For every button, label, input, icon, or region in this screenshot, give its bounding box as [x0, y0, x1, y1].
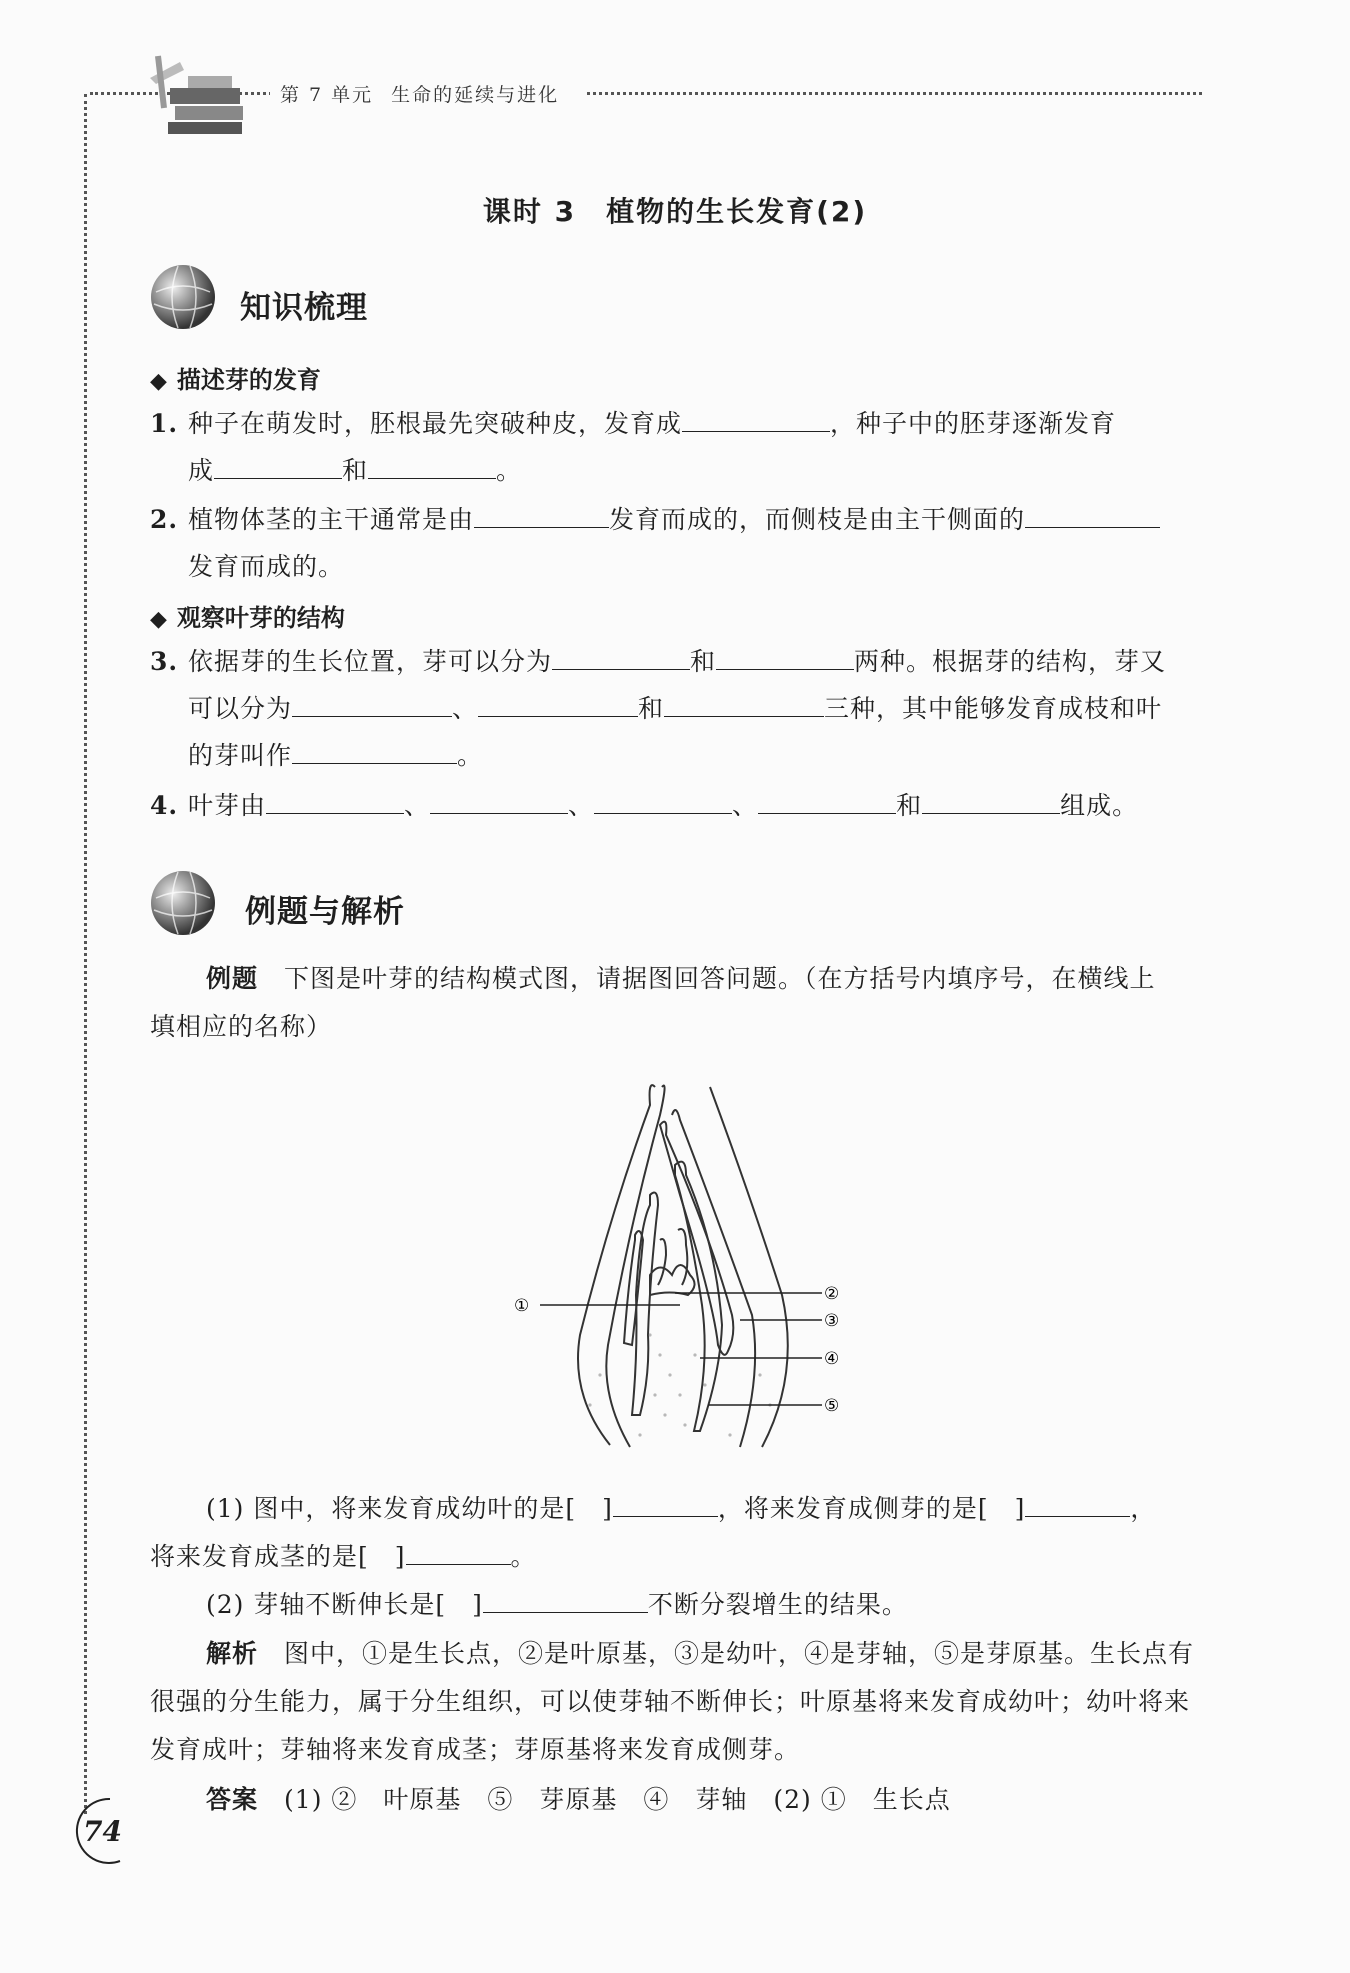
answer-blank[interactable] [478, 686, 638, 717]
example-label: 例题 [206, 964, 259, 993]
question-text: 和 [342, 456, 369, 485]
answer-blank[interactable] [214, 448, 342, 479]
label-1: ① [514, 1296, 530, 1316]
answer-blank[interactable] [430, 783, 568, 814]
example-prompt [150, 955, 1210, 1051]
subquestion-text: ，将来发育成侧芽的是[ ] [717, 1494, 1026, 1523]
subquestion-text: (1) 图中，将来发育成幼叶的是[ ] [206, 1494, 613, 1523]
question-text: ，种子中的胚芽逐渐发育 [830, 409, 1117, 438]
answer-blank[interactable] [594, 783, 732, 814]
answer-blank[interactable] [922, 783, 1060, 814]
label-4: ④ [824, 1349, 840, 1369]
question-text: 发育而成的。 [188, 552, 345, 581]
question-text: 三种，其中能够发育成枝和叶 [824, 694, 1163, 723]
answer-blank[interactable] [483, 1582, 648, 1613]
margin-dotted-rule [84, 94, 87, 1814]
label-3: ③ [824, 1311, 840, 1331]
question-text: 种子在萌发时，胚根最先突破种皮，发育成 [188, 409, 683, 438]
answer-blank[interactable] [552, 639, 690, 670]
analysis-text: 很强的分生能力，属于分生组织，可以使芽轴不断伸长；叶原基将来发育成幼叶；幼叶将来 [150, 1687, 1191, 1716]
example-text: 下图是叶芽的结构模式图，请据图回答问题。（在方括号内填序号，在横线上 [284, 964, 1156, 993]
question-text: 可以分为 [188, 694, 293, 723]
answer-blank[interactable] [406, 1534, 511, 1565]
books-logo-icon [140, 48, 250, 138]
question-text: 依据芽的生长位置，芽可以分为 [188, 647, 553, 676]
question-text: 和 [690, 647, 717, 676]
question-text: 叶芽由 [188, 791, 267, 820]
section-title-knowledge: 知识梳理 [240, 290, 368, 326]
separator: 、 [732, 791, 759, 820]
answer [150, 1776, 1230, 1824]
example-text: 填相应的名称） [150, 1012, 333, 1041]
answer-blank[interactable] [292, 733, 457, 764]
question-text: 组成。 [1060, 791, 1139, 820]
answer-blank[interactable] [682, 401, 830, 432]
answer-blank[interactable] [266, 783, 404, 814]
running-header [270, 80, 587, 107]
question-text: 。 [457, 741, 484, 770]
label-5: ⑤ [824, 1396, 840, 1416]
globe-icon [148, 868, 218, 938]
answer-text: (1) ② 叶原基 ⑤ 芽原基 ④ 芽轴 (2) ① 生长点 [284, 1785, 951, 1814]
section-title-example: 例题与解析 [245, 894, 405, 930]
example-subquestions [150, 1485, 1230, 1629]
page-number: 74 [83, 1815, 122, 1848]
subheading-text: 描述芽的发育 [176, 366, 321, 394]
analysis-text: 图中，①是生长点，②是叶原基，③是幼叶，④是芽轴，⑤是芽原基。生长点有 [284, 1639, 1195, 1668]
question-1 [150, 400, 1116, 494]
subquestion-text: 不断分裂增生的结果。 [647, 1590, 908, 1619]
answer-blank[interactable] [716, 639, 854, 670]
question-number: 3. [150, 647, 179, 676]
question-4 [150, 782, 1138, 829]
answer-blank[interactable] [613, 1486, 718, 1517]
unit-number: 第 7 单元 [280, 84, 374, 106]
answer-blank[interactable] [1025, 497, 1160, 528]
answer-blank[interactable] [368, 448, 496, 479]
question-text: 植物体茎的主干通常是由 [188, 505, 475, 534]
question-text: 和 [896, 791, 923, 820]
question-text: 、 [452, 694, 479, 723]
answer-blank[interactable] [474, 497, 609, 528]
subheading-leaf-bud-structure [150, 598, 345, 633]
unit-title: 生命的延续与进化 [391, 84, 560, 106]
lesson-title: 课时 3 植物的生长发育(2) [482, 195, 868, 228]
leaf-bud-diagram [500, 1075, 860, 1455]
separator: 、 [568, 791, 595, 820]
diamond-bullet-icon: ◆ [150, 607, 167, 632]
answer-label: 答案 [206, 1785, 259, 1814]
question-number: 4. [150, 791, 179, 820]
question-number: 1. [150, 409, 179, 438]
subheading-text: 观察叶芽的结构 [176, 604, 345, 632]
question-text: 的芽叫作 [188, 741, 293, 770]
question-2 [150, 496, 1160, 590]
question-number: 2. [150, 505, 179, 534]
answer-blank[interactable] [758, 783, 896, 814]
question-text: 成 [188, 456, 215, 485]
question-text: 。 [496, 456, 523, 485]
answer-blank[interactable] [1025, 1486, 1130, 1517]
subheading-bud-development [150, 360, 321, 395]
globe-icon [148, 262, 218, 332]
question-3 [150, 638, 1166, 779]
analysis [150, 1630, 1230, 1774]
separator: 、 [404, 791, 431, 820]
question-text: 和 [638, 694, 665, 723]
answer-blank[interactable] [292, 686, 452, 717]
label-2: ② [824, 1284, 840, 1304]
subquestion-text: 。 [510, 1542, 537, 1571]
subquestion-text: ， [1130, 1494, 1157, 1523]
answer-blank[interactable] [664, 686, 824, 717]
subquestion-text: (2) 芽轴不断伸长是[ ] [206, 1590, 483, 1619]
question-text: 两种。根据芽的结构，芽又 [854, 647, 1167, 676]
analysis-label: 解析 [206, 1639, 259, 1668]
analysis-text: 发育成叶；芽轴将来发育成茎；芽原基将来发育成侧芽。 [150, 1735, 801, 1764]
subquestion-text: 将来发育成茎的是[ ] [150, 1542, 406, 1571]
diamond-bullet-icon: ◆ [150, 369, 167, 394]
header-dotted-rule [90, 92, 1202, 95]
question-text: 发育而成的，而侧枝是由主干侧面的 [609, 505, 1026, 534]
